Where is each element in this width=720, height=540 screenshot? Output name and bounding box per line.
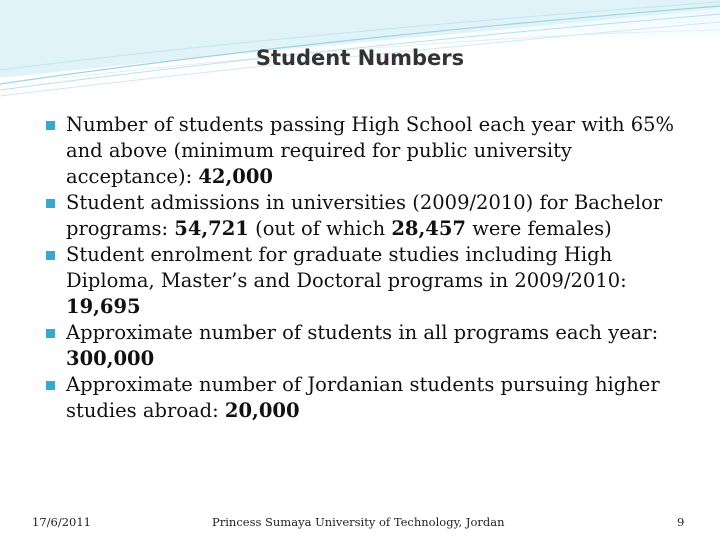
bullet-value: 42,000 xyxy=(198,165,273,188)
square-bullet-icon xyxy=(46,329,55,338)
bullet-text: Approximate number of Jordanian students pursuing higher studies abroad: xyxy=(66,373,660,422)
bullet-value: 19,695 xyxy=(66,295,141,318)
bullet-text: Student admissions in universities (2009/2010) for Bachelor programs: xyxy=(66,191,663,240)
list-item xyxy=(42,242,678,320)
list-item xyxy=(42,320,678,372)
bullet-text: Approximate number of students in all programs each year: xyxy=(66,321,659,344)
bullet-value: 300,000 xyxy=(66,347,155,370)
square-bullet-icon xyxy=(46,251,55,260)
bullet-text: Student enrolment for graduate studies including High Diploma, Master’s and Doctoral programs in 2009/2010: xyxy=(66,243,627,292)
footer-date: 17/6/2011 xyxy=(32,515,91,529)
bullet-text-cont: (out of which xyxy=(248,217,392,240)
square-bullet-icon xyxy=(46,381,55,390)
list-item xyxy=(42,112,678,190)
list-item xyxy=(42,190,678,242)
square-bullet-icon xyxy=(46,199,55,208)
page-number: 9 xyxy=(677,515,685,529)
bullet-text: Number of students passing High School each year with 65% and above (minimum required for public university acceptance): xyxy=(66,113,675,188)
footer-institution: Princess Sumaya University of Technology, Jordan xyxy=(212,515,505,529)
slide-title-text: Student Numbers xyxy=(255,46,465,70)
bullet-value: 54,721 xyxy=(174,217,249,240)
bullet-value-secondary: 28,457 xyxy=(391,217,466,240)
bullet-list xyxy=(42,112,678,424)
slide-title xyxy=(0,46,720,70)
bullet-text-end: were females) xyxy=(466,217,612,240)
square-bullet-icon xyxy=(46,121,55,130)
list-item xyxy=(42,372,678,424)
bullet-value: 20,000 xyxy=(224,399,300,422)
